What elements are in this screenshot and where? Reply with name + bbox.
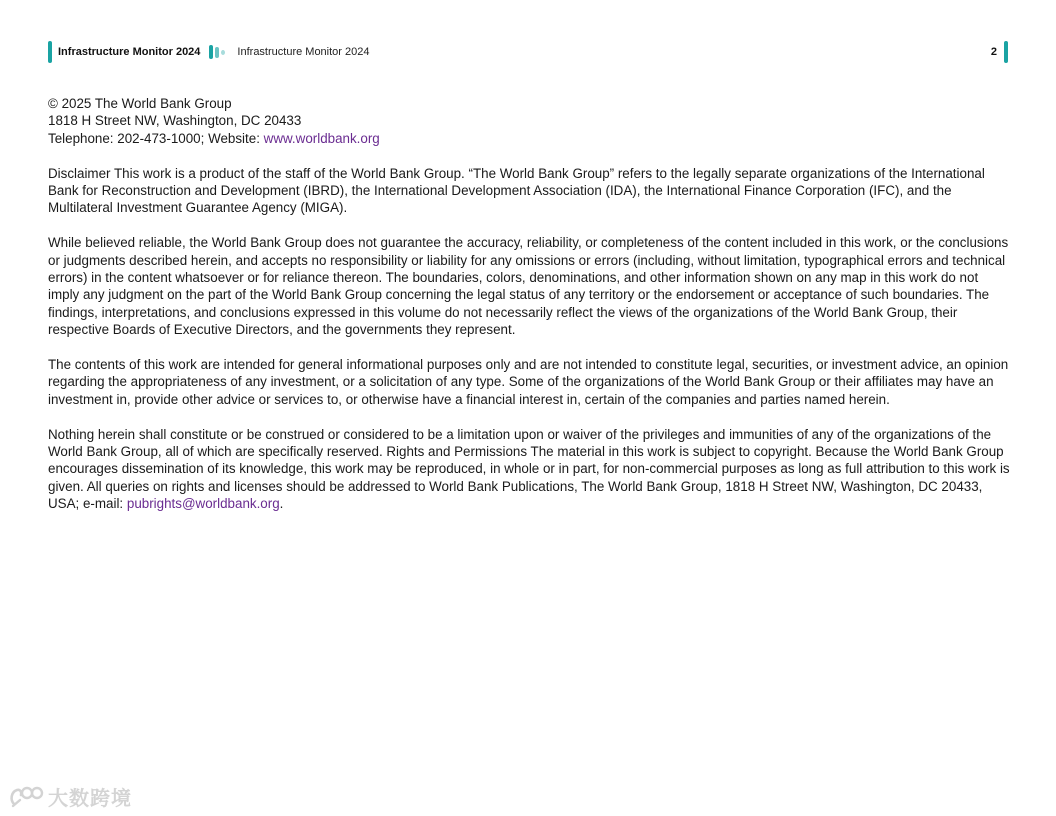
header-title: Infrastructure Monitor 2024	[58, 46, 201, 58]
page-header	[48, 40, 1008, 64]
document-body	[48, 95, 1010, 530]
header-accent-bar	[48, 41, 52, 63]
contact-line: Telephone: 202-473-1000; Website:	[48, 130, 264, 146]
purpose-paragraph: The contents of this work are intended for general informational purposes only and are not intended to constitute legal, securities, or investment advice, an opinion regarding the appropriateness of any investment, or a solicitation of any type. Some of the organizations of the World Bank Group or their affiliates may have an investment in, provide other advice or services to, or otherwise have a financial interest in, certain of the companies and parties named herein.	[48, 357, 1009, 407]
page-number: 2	[990, 46, 997, 58]
disclaimer-paragraph: Disclaimer This work is a product of the staff of the World Bank Group. “The World Bank Group” refers to the legally separate organizations of the International Bank for Reconstruction and Development (IBRD), the International Development Association (IDA), the International Finance Corporation (IFC), and the Multilateral Investment Guarantee Agency (MIGA).	[48, 165, 985, 216]
watermark-text: 大数跨境	[48, 786, 132, 810]
copyright-block	[48, 95, 1010, 147]
report-logo-icon	[209, 45, 227, 59]
rights-suffix: .	[279, 496, 284, 512]
header-subtitle: Infrastructure Monitor 2024	[237, 46, 370, 58]
header-accent-bar-right	[1004, 41, 1008, 63]
watermark	[8, 782, 132, 811]
brand-logo-icon	[8, 784, 44, 810]
website-link[interactable]: www.worldbank.org	[263, 130, 380, 146]
rights-text: Nothing herein shall constitute or be construed or considered to be a limitation upon or waiver of the privileges and immunities of any of the organizations of the World Bank Group, all of which are specifically reserved. Rights and Permissions The material in this work is subject to copyright. Because the World Bank Group encourages dissemination of its knowledge, this work may be reproduced, in whole or in part, for non-commercial purposes as long as full attribution to this work is given. All queries on rights and licenses should be addressed to World Bank Publications, The World Bank Group, 1818 H Street NW, Washington, DC 20433, USA; e-mail:	[48, 426, 1010, 512]
copyright-line: © 2025 The World Bank Group	[48, 96, 232, 111]
email-link[interactable]: pubrights@worldbank.org	[126, 496, 280, 512]
address-line: 1818 H Street NW, Washington, DC 20433	[48, 113, 302, 129]
rights-paragraph	[48, 426, 1010, 513]
reliability-paragraph: While believed reliable, the World Bank Group does not guarantee the accuracy, reliability, or completeness of the content included in this work, or the conclusions or judgments described herein, and accepts no responsibility or liability for any omissions or errors (including, without limitation, typographical errors and technical errors) in the content whatsoever or for reliance thereon. The boundaries, colors, denominations, and other information shown on any map in this work do not imply any judgment on the part of the World Bank Group concerning the legal status of any territory or the endorsement or acceptance of such boundaries. The findings, interpretations, and conclusions expressed in this volume do not necessarily reflect the views of the organizations of the World Bank Group, their respective Boards of Executive Directors, and the governments they represent.	[48, 235, 1009, 338]
